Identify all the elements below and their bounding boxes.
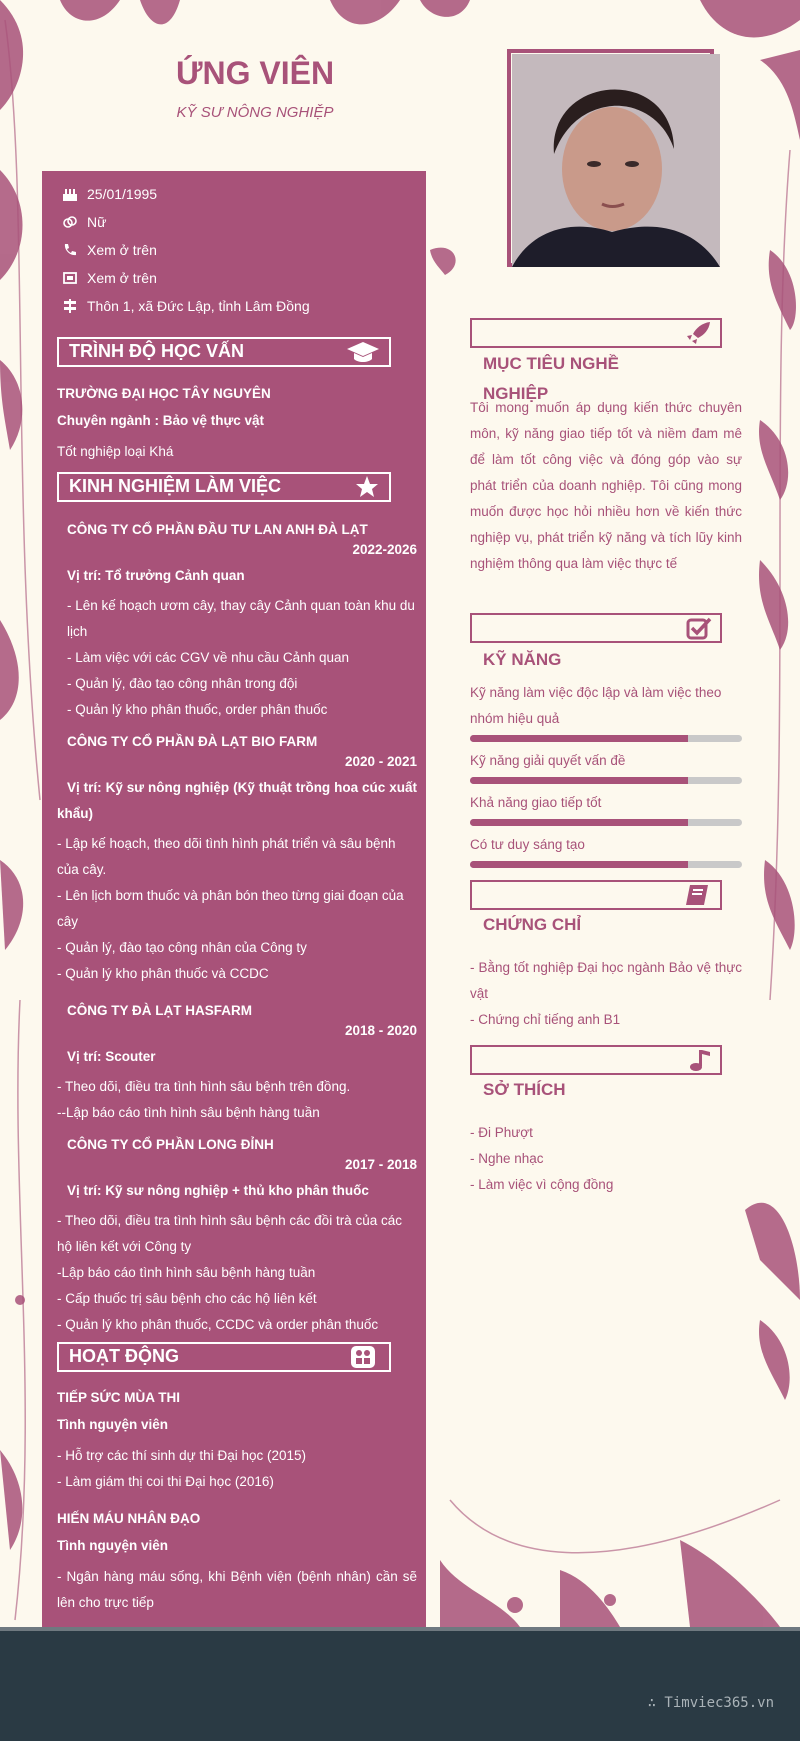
hobby-item: - Nghe nhạc — [470, 1151, 544, 1166]
job-task: - Quản lý kho phân thuốc, CCDC và order phân thuốc — [57, 1317, 379, 1332]
job-task: - Quản lý kho phân thuốc, order phân thuốc — [67, 702, 328, 717]
skill-bar-fill — [470, 861, 688, 868]
address-text: Thôn 1, xã Đức Lập, tỉnh Lâm Đồng — [87, 298, 310, 314]
hobbies-title: SỞ THÍCH — [483, 1080, 566, 1099]
job-period: 2017 - 2018 — [344, 1157, 417, 1172]
company-name: CÔNG TY ĐÀ LẠT HASFARM — [67, 1003, 252, 1018]
people-icon — [345, 1345, 381, 1369]
company-name: CÔNG TY CỔ PHẦN LONG ĐỈNH — [67, 1137, 274, 1152]
birthday-cake-icon — [62, 186, 78, 202]
job-task: - Lên kế hoạch ươm cây, thay cây Cảnh quan toàn khu du lịch — [67, 598, 415, 639]
job-position: Vị trí: Scouter — [67, 1049, 156, 1064]
job-task: - Quản lý, đào tạo công nhân trong đội — [67, 676, 298, 691]
job-period: 2022-2026 — [352, 542, 417, 557]
job-task: - Lên lịch bơm thuốc và phân bón theo từng giai đoạn của cây — [57, 888, 404, 929]
skill-bar-fill — [470, 819, 688, 826]
skill-bar — [470, 735, 742, 742]
activities-heading — [57, 1342, 391, 1372]
hobbies-heading — [470, 1045, 722, 1075]
skills-title: KỸ NĂNG — [483, 650, 562, 669]
skill-name: Kỹ năng làm việc độc lập và làm việc theo nhóm hiệu quả — [470, 685, 722, 726]
company-name: CÔNG TY CỔ PHẦN ĐẦU TƯ LAN ANH ĐÀ LẠT — [67, 522, 368, 537]
activity-task: - Làm giám thị coi thi Đại học (2016) — [57, 1474, 274, 1489]
job-title: KỸ SƯ NÔNG NGHIỆP — [176, 104, 334, 121]
certificate-item: - Chứng chỉ tiếng anh B1 — [470, 1012, 621, 1027]
job-task: - Quản lý kho phân thuốc và CCDC — [57, 966, 269, 981]
activity-role: Tình nguyện viên — [57, 1417, 169, 1432]
brand-link[interactable]: ∴ Timviec365.vn — [647, 1695, 774, 1711]
avatar — [512, 54, 720, 267]
rocket-icon — [684, 321, 712, 345]
objective-heading — [470, 318, 722, 348]
skill-bar — [470, 819, 742, 826]
skill-bar-fill — [470, 735, 688, 742]
activity-task: - Ngân hàng máu sống, khi Bệnh viện (bệnh nhân) cần sẽ lên cho trực tiếp — [57, 1569, 417, 1610]
experience-title: KINH NGHIỆM LÀM VIỆC — [69, 476, 282, 496]
activity-name: TIẾP SỨC MÙA THI — [57, 1390, 180, 1405]
left-column — [42, 171, 426, 1627]
education-title: TRÌNH ĐỘ HỌC VẤN — [69, 341, 244, 361]
skill-bar — [470, 861, 742, 868]
book-icon — [684, 883, 712, 907]
job-position: Vị trí: Kỹ sư nông nghiệp + thủ kho phân thuốc — [67, 1183, 369, 1198]
certificates-title: CHỨNG CHỈ — [483, 915, 582, 934]
certificates-heading — [470, 880, 722, 910]
major: Chuyên ngành : Bảo vệ thực vật — [57, 413, 265, 428]
job-period: 2020 - 2021 — [344, 754, 417, 769]
address-icon — [62, 298, 78, 314]
activity-role: Tình nguyện viên — [57, 1538, 169, 1553]
star-icon — [345, 475, 381, 499]
activity-name: HIẾN MÁU NHÂN ĐẠO — [57, 1511, 201, 1526]
phone-text: Xem ở trên — [87, 242, 157, 258]
job-task: - Quản lý, đào tạo công nhân của Công ty — [57, 940, 307, 955]
email-icon — [62, 270, 78, 286]
skills-heading — [470, 613, 722, 643]
hobby-item: - Làm việc vì cộng đồng — [470, 1177, 614, 1192]
experience-heading — [57, 472, 391, 502]
activity-task: - Hỗ trợ các thí sinh dự thi Đại học (2015) — [57, 1448, 306, 1463]
job-task: --Lập báo cáo tình hình sâu bệnh hàng tuần — [57, 1105, 320, 1120]
phone-icon — [62, 242, 78, 258]
skill-bar-fill — [470, 777, 688, 784]
job-position: Vị trí: Kỹ sư nông nghiệp (Kỹ thuật trồng hoa cúc xuất khẩu) — [57, 780, 417, 821]
skill-name: Khả năng giao tiếp tốt — [470, 795, 602, 810]
job-task: - Làm việc với các CGV về nhu cầu Cảnh quan — [67, 650, 349, 665]
skill-bar — [470, 777, 742, 784]
music-icon — [684, 1048, 712, 1072]
grade: Tốt nghiệp loại Khá — [57, 444, 174, 459]
candidate-name: ỨNG VIÊN — [175, 55, 335, 91]
checkbox-icon — [684, 616, 712, 640]
hobby-item: - Đi Phượt — [470, 1125, 533, 1140]
footer — [0, 1627, 800, 1741]
birthday-text: 25/01/1995 — [87, 186, 158, 202]
job-task: - Lập kế hoạch, theo dõi tình hình phát triển và sâu bệnh của cây. — [57, 836, 396, 877]
objective-text: Tôi mong muốn áp dụng kiến thức chuyên môn, kỹ năng giao tiếp tốt và niềm đam mê để làm tốt công việc và đóng góp vào sự phát triển của doanh nghiệp. Tôi cũng mong muốn được học hỏi nhiều hơn về kiến thức nghiệp vụ, phát triển kỹ năng và tích lũy kinh nghiệm thông qua làm việc thực tế — [470, 400, 742, 571]
education-heading — [57, 337, 391, 367]
gender-icon — [62, 214, 78, 230]
job-task: -Lập báo cáo tình hình sâu bệnh hàng tuần — [57, 1265, 316, 1280]
school-name: TRƯỜNG ĐẠI HỌC TÂY NGUYÊN — [57, 386, 271, 401]
email-text: Xem ở trên — [87, 270, 157, 286]
job-task: - Cấp thuốc trị sâu bệnh cho các hộ liên kết — [57, 1291, 317, 1306]
skill-name: Kỹ năng giải quyết vấn đề — [470, 753, 626, 768]
certificate-item: - Bằng tốt nghiệp Đại học ngành Bảo vệ thực vật — [470, 960, 742, 1001]
graduation-cap-icon — [345, 340, 381, 364]
job-task: - Theo dõi, điều tra tình hình sâu bệnh trên đồng. — [57, 1079, 351, 1094]
gender-text: Nữ — [87, 214, 107, 230]
skill-name: Có tư duy sáng tạo — [470, 837, 585, 852]
company-name: CÔNG TY CỔ PHẦN ĐÀ LẠT BIO FARM — [67, 734, 318, 749]
objective-title: MỤC TIÊU NGHỀ NGHIỆP — [483, 354, 619, 403]
activities-title: HOẠT ĐỘNG — [69, 1346, 179, 1366]
job-period: 2018 - 2020 — [344, 1023, 417, 1038]
job-position: Vị trí: Tổ trưởng Cảnh quan — [67, 568, 245, 583]
job-task: - Theo dõi, điều tra tình hình sâu bệnh các đồi trà của các hộ liên kết với Công ty — [57, 1213, 402, 1254]
